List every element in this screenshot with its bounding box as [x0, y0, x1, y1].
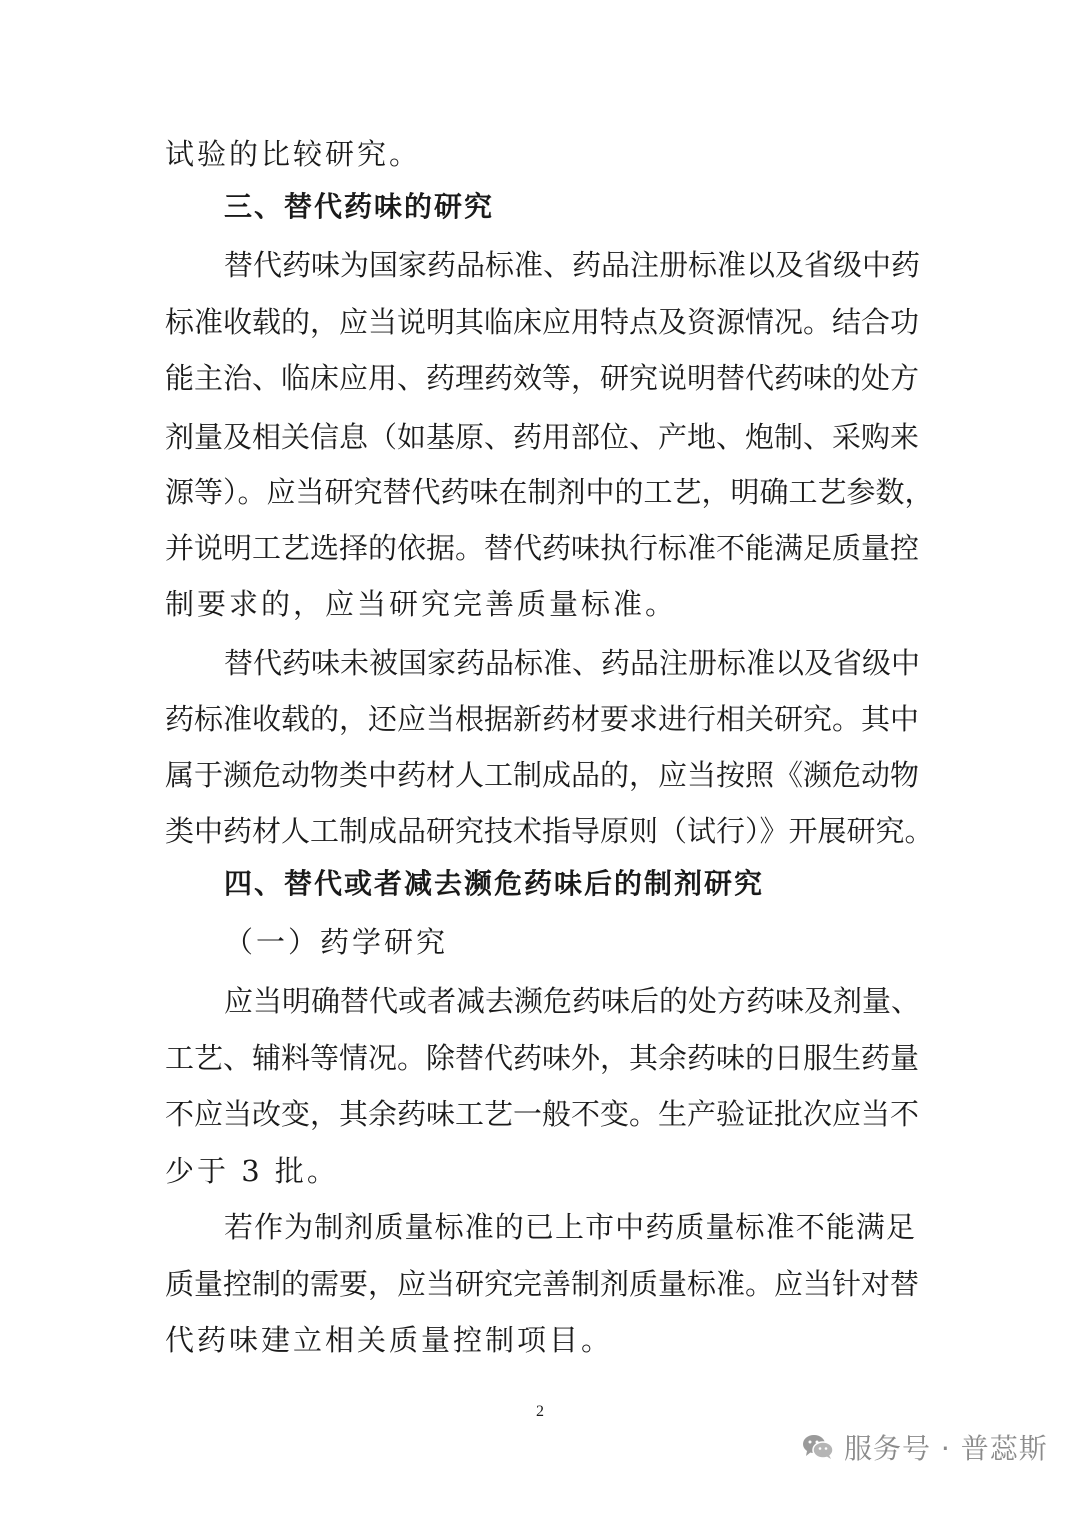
- body-text-line: 药标准收载的，还应当根据新药材要求进行相关研究。其中: [165, 702, 920, 736]
- section-heading-4: 四、替代或者减去濒危药味后的制剂研究: [224, 867, 765, 900]
- body-text-line: 工艺、辅料等情况。除替代药味外，其余药味的日服生药量: [165, 1041, 920, 1075]
- section-heading-3: 三、替代药味的研究: [224, 190, 495, 223]
- body-text-line: 代药味建立相关质量控制项目。: [165, 1323, 614, 1357]
- body-text-line: 若作为制剂质量标准的已上市中药质量标准不能满足: [224, 1210, 915, 1244]
- body-text-line: 少于 3 批。: [165, 1154, 339, 1188]
- body-text-line: 类中药材人工制成品研究技术指导原则（试行）》开展研究。: [165, 814, 934, 848]
- body-text-line: 标准收载的，应当说明其临床应用特点及资源情况。结合功: [165, 305, 920, 339]
- watermark: [802, 1427, 1048, 1467]
- watermark-text: 服务号 · 普蕊斯: [844, 1432, 1048, 1465]
- body-text-line: 试验的比较研究。: [165, 137, 422, 171]
- body-text-line: 能主治、临床应用、药理药效等，研究说明替代药味的处方: [165, 361, 920, 395]
- wechat-icon: [802, 1433, 834, 1461]
- body-text-line: 替代药味为国家药品标准、药品注册标准以及省级中药: [224, 248, 921, 282]
- body-text-line: 不应当改变，其余药味工艺一般不变。生产验证批次应当不: [165, 1097, 920, 1131]
- body-text-line: 属于濒危动物类中药材人工制成品的，应当按照《濒危动物: [165, 758, 920, 792]
- body-text-line: 并说明工艺选择的依据。替代药味执行标准不能满足质量控: [165, 531, 920, 565]
- subsection-heading: （一）药学研究: [224, 925, 449, 959]
- body-text-line: 质量控制的需要，应当研究完善制剂质量标准。应当针对替: [165, 1267, 920, 1301]
- body-text-line: 应当明确替代或者减去濒危药味后的处方药味及剂量、: [224, 984, 921, 1018]
- body-text-line: 剂量及相关信息（如基原、药用部位、产地、炮制、采购来: [165, 420, 920, 454]
- body-text-line: 制要求的，应当研究完善质量标准。: [165, 587, 678, 621]
- body-text-line: 替代药味未被国家药品标准、药品注册标准以及省级中: [224, 646, 921, 680]
- page-number: 2: [536, 1403, 544, 1420]
- body-text-line: 源等）。应当研究替代药味在制剂中的工艺，明确工艺参数，: [165, 475, 934, 509]
